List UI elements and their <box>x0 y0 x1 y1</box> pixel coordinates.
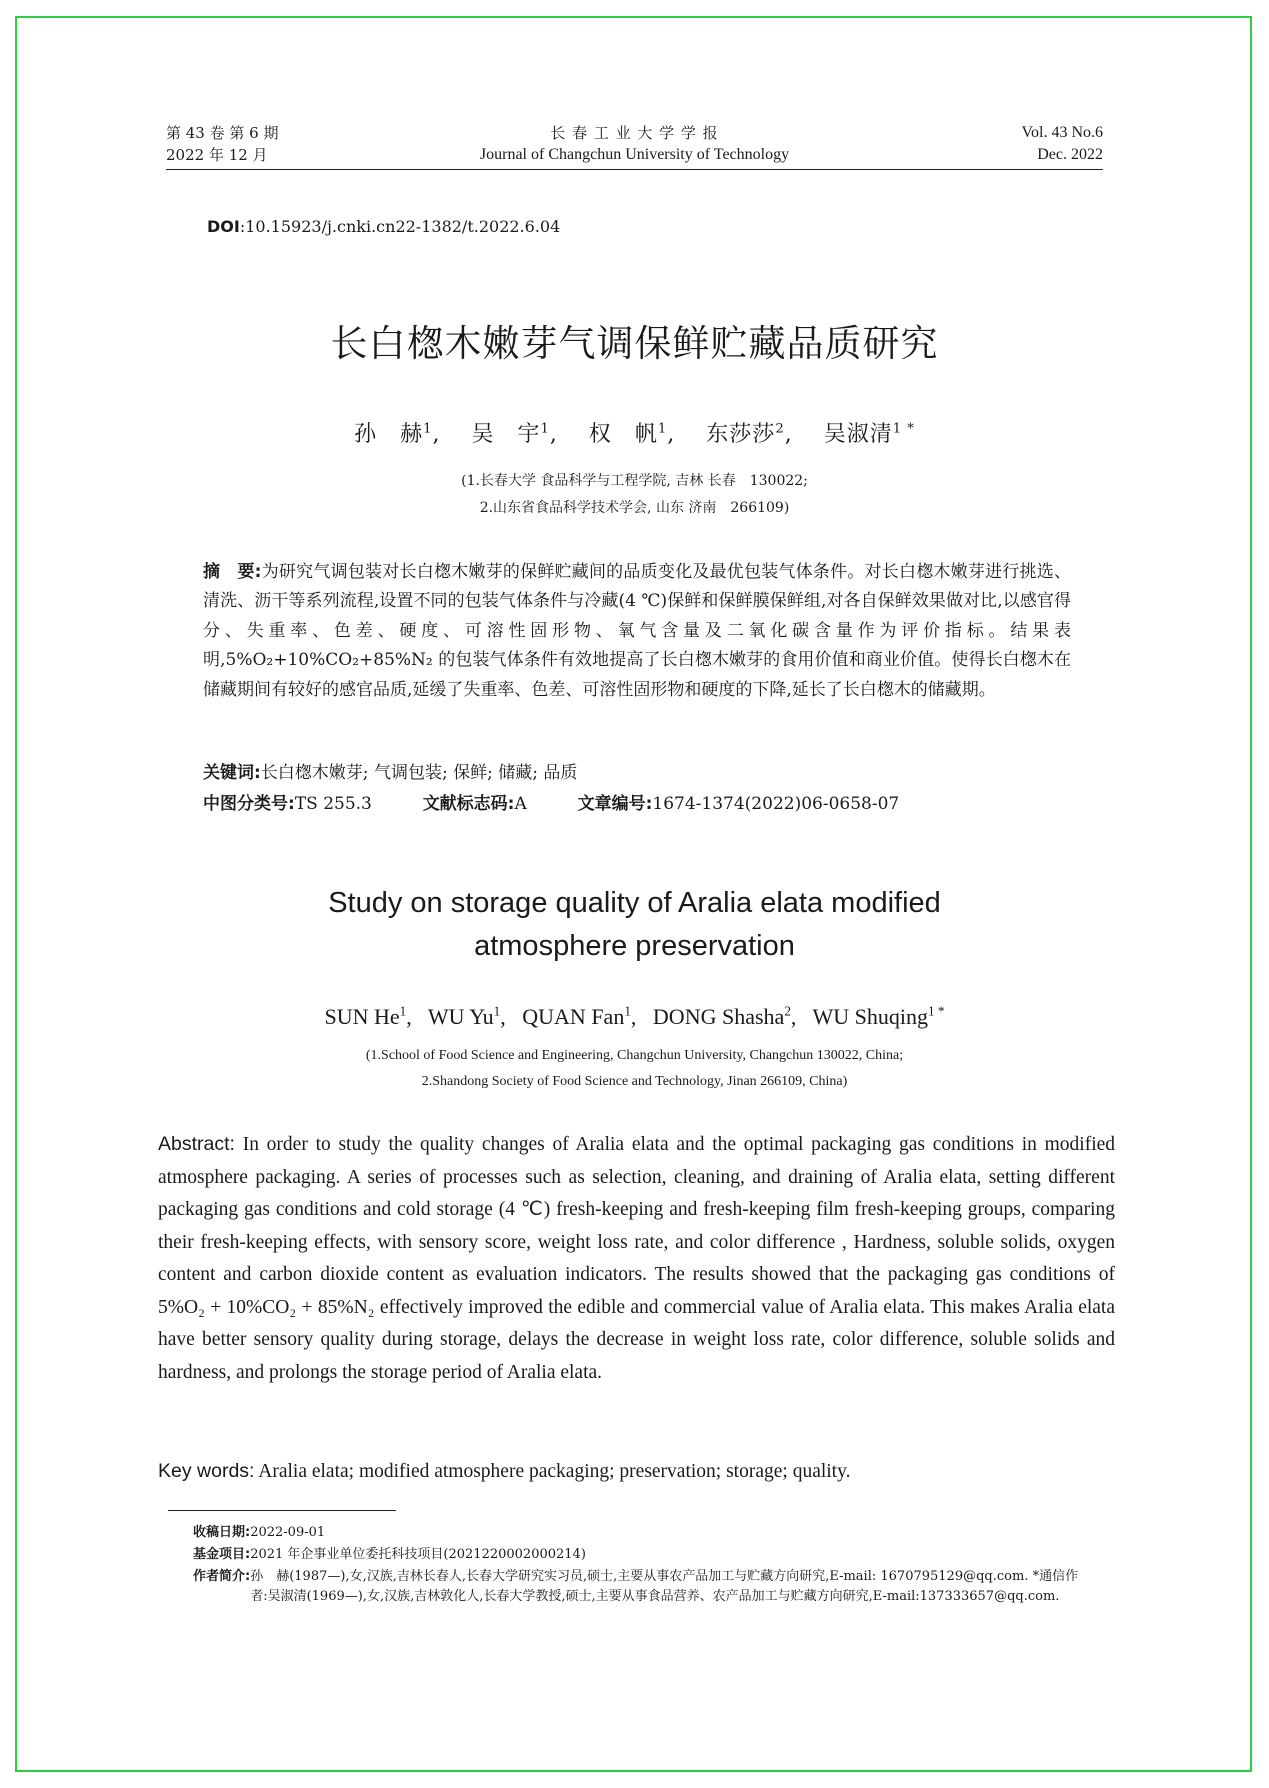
header-volume-cn: 第 43 卷 第 6 期 <box>166 124 279 142</box>
keywords-cn-text: 长白楤木嫩芽; 气调包装; 保鲜; 储藏; 品质 <box>260 763 578 783</box>
header-journal-cn: 长 春 工 业 大 学 学 报 <box>550 124 719 142</box>
affiliation-en-1: (1.School of Food Science and Engineering, Changchun University, Changchun 130022, China; <box>365 1048 904 1063</box>
author-cn: 东莎莎$^2$ <box>706 421 785 447</box>
received-label: 收稿日期: <box>193 1525 251 1540</box>
abstract-en-text: In order to study the quality changes of Aralia elata and the optimal packaging gas conditions in modified atmosphere packaging. A series of processes such as selection, cleaning, and draining of Aralia elata, setting different packaging gas conditions and cold storage (4 ℃) fresh-keeping and fresh-keeping film fresh-keeping groups, comparing their fresh-keeping effects, with sensory score, weight loss rate, and color difference , Hardness, soluble solids, oxygen content and carbon dioxide content as evaluation indicators. The results showed that the packaging gas conditions of 5%O₂ + 10%CO₂ + 85%N₂ effectively improved the edible and commercial value of Aralia elata. This makes Aralia elata have better sensory quality during storage, delays the decrease in weight loss rate, color difference, soluble solids and hardness, and prolongs the storage period of Aralia elata. <box>158 1134 1116 1383</box>
header-volume-en: Vol. 43 No.6 <box>1021 124 1103 141</box>
keywords-en-label: Key words: <box>158 1460 255 1482</box>
title-en <box>0 882 1269 968</box>
doi-value[interactable]: :10.15923/j.cnki.cn22-1382/t.2022.6.04 <box>239 217 561 236</box>
footnote-bio <box>193 1567 1081 1607</box>
doc-code-value: A <box>514 794 527 814</box>
author-en: WU Shuqing$^{1 *}$ <box>812 1004 945 1030</box>
doi-label: DOI <box>207 217 240 236</box>
title-cn: 长白楤木嫩芽气调保鲜贮藏品质研究 <box>330 322 939 365</box>
abstract-cn <box>203 558 1071 705</box>
header-date-en: Dec. 2022 <box>1037 146 1103 163</box>
doc-code-label: 文献标志码: <box>422 794 515 814</box>
title-en-text: Study on storage quality of Aralia elata modified atmosphere preservation <box>328 887 941 962</box>
affiliation-cn-2: 2.山东省食品科学技术学会, 山东 济南 266109) <box>479 500 790 516</box>
footnote-separator <box>168 1510 396 1511</box>
header-date-cn: 2022 年 12 月 <box>166 146 268 164</box>
footnote-received <box>193 1523 325 1543</box>
author-en: SUN He$^1$ <box>324 1004 407 1030</box>
abstract-en-label: Abstract: <box>158 1133 235 1155</box>
header-journal-en: Journal of Changchun University of Technology <box>479 146 790 163</box>
received-value: 2022-09-01 <box>250 1525 326 1540</box>
keywords-cn-label: 关键词: <box>203 763 261 783</box>
abstract-cn-text: 为研究气调包装对长白楤木嫩芽的保鲜贮藏间的品质变化及最优包装气体条件。对长白楤木嫩芽进行挑选、清洗、沥干等系列流程,设置不同的包装气体条件与冷藏(4 ℃)保鲜和保鲜膜保鲜组,对各自保鲜效果做对比,以感官得分、失重率、色差、硬度、可溶性固形物、氧气含量及二氧化碳含量作为评价指标。结果表明,5%O₂+10%CO₂+85%N₂ 的包装气体条件有效地提高了长白楤木嫩芽的食用价值和商业价值。使得长白楤木在储藏期间有较好的感官品质,延缓了失重率、色差、可溶性固形物和硬度的下降,延长了长白楤木的储藏期。 <box>203 562 1071 700</box>
author-cn: 吴 宇$^1$ <box>471 421 550 447</box>
bio-label: 作者简介: <box>193 1569 251 1584</box>
author-en: WU Yu$^1$ <box>427 1004 501 1030</box>
author-cn: 权 帆$^1$ <box>588 421 668 447</box>
fund-label: 基金项目: <box>193 1547 251 1562</box>
author-cn: 吴淑清$^{1 *}$ <box>823 421 915 447</box>
bio-text: 孙 赫(1987—),女,汉族,吉林长春人,长春大学研究实习员,硕士,主要从事农产品加工与贮藏方向研究,E-mail: 1670795129@qq.com. *通信作者:吴淑清(1969—),女,汉族,吉林敦化人,长春大学教授,硕士,主要从事食品营养、农产品加工与贮藏方向研究,E-mail:137333657@qq.com. <box>250 1569 1079 1604</box>
author-cn: 孙 赫$^1$ <box>354 421 433 447</box>
fund-value: 2021 年企事业单位委托科技项目(2021220002000214) <box>250 1547 586 1562</box>
header-rule <box>166 169 1103 170</box>
clc-label: 中图分类号: <box>203 794 295 814</box>
abstract-en <box>158 1128 1115 1389</box>
affiliation-en-2: 2.Shandong Society of Food Science and Technology, Jinan 266109, China) <box>421 1074 848 1089</box>
abstract-cn-label: 摘 要: <box>203 562 262 582</box>
classification-line <box>203 789 899 814</box>
keywords-en <box>158 1460 850 1483</box>
author-en: DONG Shasha$^2$ <box>652 1004 791 1030</box>
affiliation-cn-1: (1.长春大学 食品科学与工程学院, 吉林 长春 130022; <box>461 473 808 489</box>
footnote-fund <box>193 1545 586 1565</box>
clc-value: TS 255.3 <box>294 794 372 814</box>
article-number-label: 文章编号: <box>577 794 653 814</box>
authors-cn: 孙 赫$^1$, 吴 宇$^1$, 权 帆$^1$, 东莎莎$^2$, 吴淑清$^{1 *}$ <box>354 421 915 447</box>
keywords-en-text: Aralia elata; modified atmosphere packaging; preservation; storage; quality. <box>258 1461 851 1482</box>
keywords-cn <box>203 758 577 783</box>
author-en: QUAN Fan$^1$ <box>522 1004 631 1030</box>
article-number-value: 1674-1374(2022)06-0658-07 <box>652 794 900 814</box>
doi <box>207 217 560 236</box>
authors-en: SUN He$^1$, WU Yu$^1$, QUAN Fan$^1$, DONG Shasha$^2$, WU Shuqing$^{1 *}$ <box>324 1004 945 1030</box>
